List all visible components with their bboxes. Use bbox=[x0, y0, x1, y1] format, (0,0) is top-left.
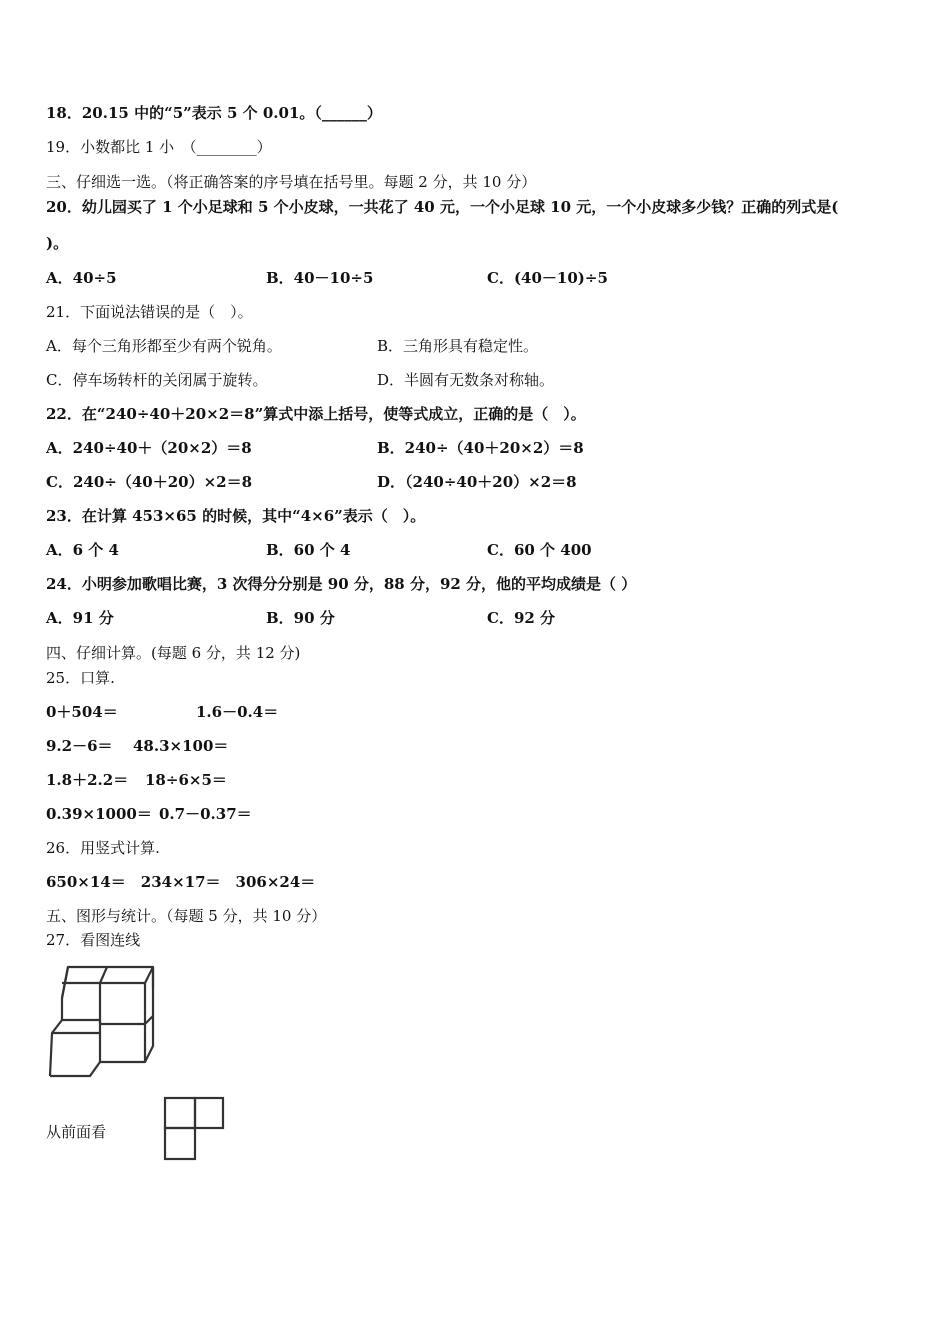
q22-option-d: D．（240÷40＋20）×2＝8 bbox=[377, 473, 577, 491]
q21-option-c: C．停车场转杆的关闭属于旋转。 bbox=[46, 371, 268, 389]
q25-item: 1.6－0.4＝ bbox=[196, 703, 279, 721]
question-22-stem: 22．在“240÷40＋20×2＝8”算式中添上括号，使等式成立，正确的是（ ）。 bbox=[46, 405, 586, 423]
q20-option-b: B．40－10÷5 bbox=[266, 269, 374, 287]
question-20-stem: 20．幼儿园买了 1 个小足球和 5 个小皮球，一共花了 40 元，一个小足球 10 元，一个小皮球多少钱？正确的列式是( bbox=[46, 198, 839, 216]
q25-item: 0.7－0.37＝ bbox=[159, 805, 252, 823]
q25-item: 9.2－6＝ bbox=[46, 737, 113, 755]
question-26-stem: 26．用竖式计算. bbox=[46, 839, 160, 857]
question-18: 18．20.15 中的“5”表示 5 个 0.01。（______） bbox=[46, 104, 382, 122]
question-23-stem: 23．在计算 453×65 的时候，其中“4×6”表示（ ）。 bbox=[46, 507, 426, 525]
question-21-stem: 21．下面说法错误的是（ ）。 bbox=[46, 303, 253, 321]
question-26-items: 650×14＝ 234×17＝ 306×24＝ bbox=[46, 873, 316, 891]
cube-figure bbox=[40, 958, 165, 1083]
q24-option-a: A．91 分 bbox=[46, 609, 114, 627]
q24-option-c: C．92 分 bbox=[487, 609, 556, 627]
question-25-stem: 25．口算. bbox=[46, 669, 115, 687]
q23-option-a: A．6 个 4 bbox=[46, 541, 119, 559]
q25-item: 1.8＋2.2＝ bbox=[46, 771, 129, 789]
q20-option-a: A．40÷5 bbox=[46, 269, 117, 287]
section-3-heading: 三、仔细选一选。（将正确答案的序号填在括号里。每题 2 分，共 10 分） bbox=[46, 173, 537, 191]
q22-option-b: B．240÷（40＋20×2）＝8 bbox=[377, 439, 584, 457]
question-19: 19．小数都比 1 小 （________） bbox=[46, 138, 272, 156]
q22-option-c: C．240÷（40＋20）×2＝8 bbox=[46, 473, 253, 491]
q21-option-b: B．三角形具有稳定性。 bbox=[377, 337, 539, 355]
section-5-heading: 五、图形与统计。（每题 5 分，共 10 分） bbox=[46, 907, 327, 925]
q25-item: 0.39×1000＝ bbox=[46, 805, 152, 823]
view-label: 从前面看 bbox=[46, 1123, 107, 1141]
section-4-heading: 四、仔细计算。(每题 6 分，共 12 分) bbox=[46, 644, 301, 662]
q25-item: 0＋504＝ bbox=[46, 703, 118, 721]
q25-item: 48.3×100＝ bbox=[133, 737, 229, 755]
q23-option-c: C．60 个 400 bbox=[487, 541, 592, 559]
question-24-stem: 24．小明参加歌唱比赛，3 次得分分别是 90 分，88 分，92 分，他的平均成绩是（ ） bbox=[46, 575, 637, 593]
front-view-figure bbox=[160, 1094, 230, 1164]
q24-option-b: B．90 分 bbox=[266, 609, 335, 627]
q21-option-d: D．半圆有无数条对称轴。 bbox=[377, 371, 555, 389]
q23-option-b: B．60 个 4 bbox=[266, 541, 351, 559]
q20-option-c: C．(40－10)÷5 bbox=[487, 269, 608, 287]
q22-option-a: A．240÷40＋（20×2）＝8 bbox=[46, 439, 252, 457]
question-20-stem-end: )。 bbox=[46, 234, 69, 252]
q21-option-a: A．每个三角形都至少有两个锐角。 bbox=[46, 337, 282, 355]
q25-item: 18÷6×5＝ bbox=[145, 771, 227, 789]
question-27-stem: 27．看图连线 bbox=[46, 931, 141, 949]
